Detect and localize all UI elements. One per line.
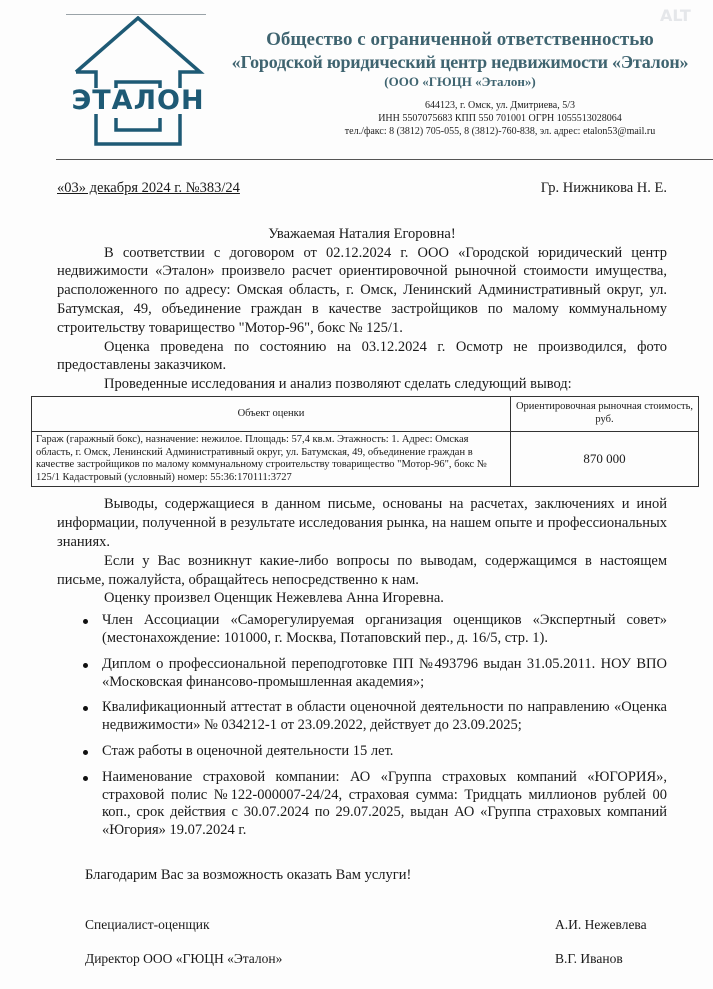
logo-top-rule xyxy=(66,14,206,15)
bullet-icon xyxy=(83,663,88,668)
signature-role-director: Директор ООО «ГЮЦН «Эталон» xyxy=(85,951,283,967)
bullet-icon xyxy=(83,750,88,755)
bullet-icon xyxy=(83,619,88,624)
signature-name-appraiser: А.И. Нежевлева xyxy=(555,916,647,932)
letterhead xyxy=(0,0,713,162)
valuation-table xyxy=(31,396,699,487)
list-item-text: Стаж работы в оценочной деятельности 15 лет. xyxy=(102,742,394,759)
paragraph-appraiser: Оценку произвел Оценщик Нежевлева Анна Игоревна. xyxy=(104,590,444,607)
table-cell-value: 870 000 xyxy=(511,431,699,486)
org-short-name: (ООО «ГЮЦН «Эталон») xyxy=(384,74,536,89)
org-requisites: ИНН 5507075683 КПП 550 701001 ОГРН 1055513028064 xyxy=(378,113,622,124)
watermark: ALT xyxy=(660,6,691,25)
list-item-text: Наименование страховой компании: АО «Группа страховых компаний «ЮГОРИЯ», страховой полис №122-000007-24/24, страховая сумма: Тридцать миллионов рублей 00 коп., срок действия с 30.07.2024 по 29.07.2025, выдан АО «Группа страховых компаний «Югория» 19.07.2024 г. xyxy=(102,768,667,839)
org-address: 644123, г. Омск, ул. Дмитриева, 5/3 xyxy=(425,100,575,111)
salutation: Уважаемая Наталия Егоровна! xyxy=(268,225,456,242)
header-divider xyxy=(56,159,713,160)
list-item xyxy=(75,656,667,692)
org-contact-block xyxy=(300,99,700,138)
org-contacts: тел./факс: 8 (3812) 705-055, 8 (3812)-760-838, эл. адрес: etalon53@mail.ru xyxy=(344,126,656,137)
list-item-text: Диплом о профессиональной переподготовке ПП №493796 выдан 31.05.2011. НОУ ВПО «Московская финансово-промышленная академия»; xyxy=(102,655,667,690)
table-header-value: Ориентировочная рыночная стоимость, руб. xyxy=(511,396,699,431)
letter-date-number: «03» декабря 2024 г. №383/24 xyxy=(57,180,240,196)
letter-body xyxy=(0,179,713,989)
list-item xyxy=(75,743,667,761)
bullet-icon xyxy=(83,776,88,781)
table-header-object: Объект оценки xyxy=(32,396,511,431)
signature-name-director: В.Г. Иванов xyxy=(555,951,623,967)
thanks-text: Благодарим Вас за возможность оказать Вам услуги! xyxy=(85,866,412,883)
appraiser-credentials-list xyxy=(75,612,667,840)
paragraph-intro: В соответствии с договором от 02.12.2024 г. ООО «Городской юридический центр недвижимости «Эталон» произвело расчет ориентировочной рыночной стоимости имущества, расположенного по адресу: Омская область, г. Омск, Ленинский Административный округ, ул. Батумская, 49, объединение граждан в качестве застройщиков по малому коммунальному строительству товарищество "Мотор-96", бокс № 125/1. xyxy=(57,244,667,336)
signature-row-director xyxy=(85,950,667,969)
paragraph-conclusion-lead: Проведенные исследования и анализ позволяют сделать следующий вывод: xyxy=(104,376,572,393)
org-name-block xyxy=(212,29,708,91)
paragraph-questions: Если у Вас возникнут какие-либо вопросы по выводам, содержащимся в настоящем письме, пожалуйста, обращайтесь непосредственно к нам. xyxy=(57,552,667,588)
letter-recipient: Гр. Нижникова Н. Е. xyxy=(540,180,667,196)
paragraph-valuation-date: Оценка проведена по состоянию на 03.12.2024 г. Осмотр не производился, фото предоставлены заказчиком. xyxy=(57,338,667,374)
table-cell-object: Гараж (гаражный бокс), назначение: нежилое. Площадь: 57,4 кв.м. Этажность: 1. Адрес: Омская область, г. Омск, Ленинский Административный округ, ул. Батумская, 49, объединение граждан в качестве застройщиков по малому коммунальному строительству товарищество "Мотор-96", бокс № 125/1 Кадастровый (условный) номер: 55:36:170111:3727 xyxy=(32,431,511,486)
logo-text: ЭТАЛОН xyxy=(71,85,205,116)
list-item-text: Квалификационный аттестат в области оценочной деятельности по направлению «Оценка недвижимости» № 034212-1 от 23.09.2022, действует до 23.09.2025; xyxy=(102,699,667,734)
table-row xyxy=(32,431,699,486)
list-item xyxy=(75,699,667,735)
org-name-line1: Общество с ограниченной ответственностью xyxy=(266,29,654,50)
list-item xyxy=(75,769,667,840)
list-item-text: Член Ассоциации «Саморегулируемая организация оценщиков «Экспертный совет» (местонахождение: 101000, г. Москва, Потаповский пер., д. 16/5, стр. 1). xyxy=(102,612,667,646)
signature-role-appraiser: Специалист-оценщик xyxy=(85,916,210,932)
signature-row-appraiser xyxy=(85,916,667,935)
table-header-row xyxy=(32,396,699,431)
house-logo-icon xyxy=(68,16,208,148)
paragraph-basis: Выводы, содержащиеся в данном письме, основаны на расчетах, заключениях и иной информации, полученной в результате исследования рынка, на нашем опыте и профессиональных знаниях. xyxy=(57,496,667,550)
org-name-line2: «Городской юридический центр недвижимости «Эталон» xyxy=(231,52,689,72)
list-item xyxy=(75,612,667,648)
letter-meta-row xyxy=(57,179,667,198)
bullet-icon xyxy=(83,706,88,711)
